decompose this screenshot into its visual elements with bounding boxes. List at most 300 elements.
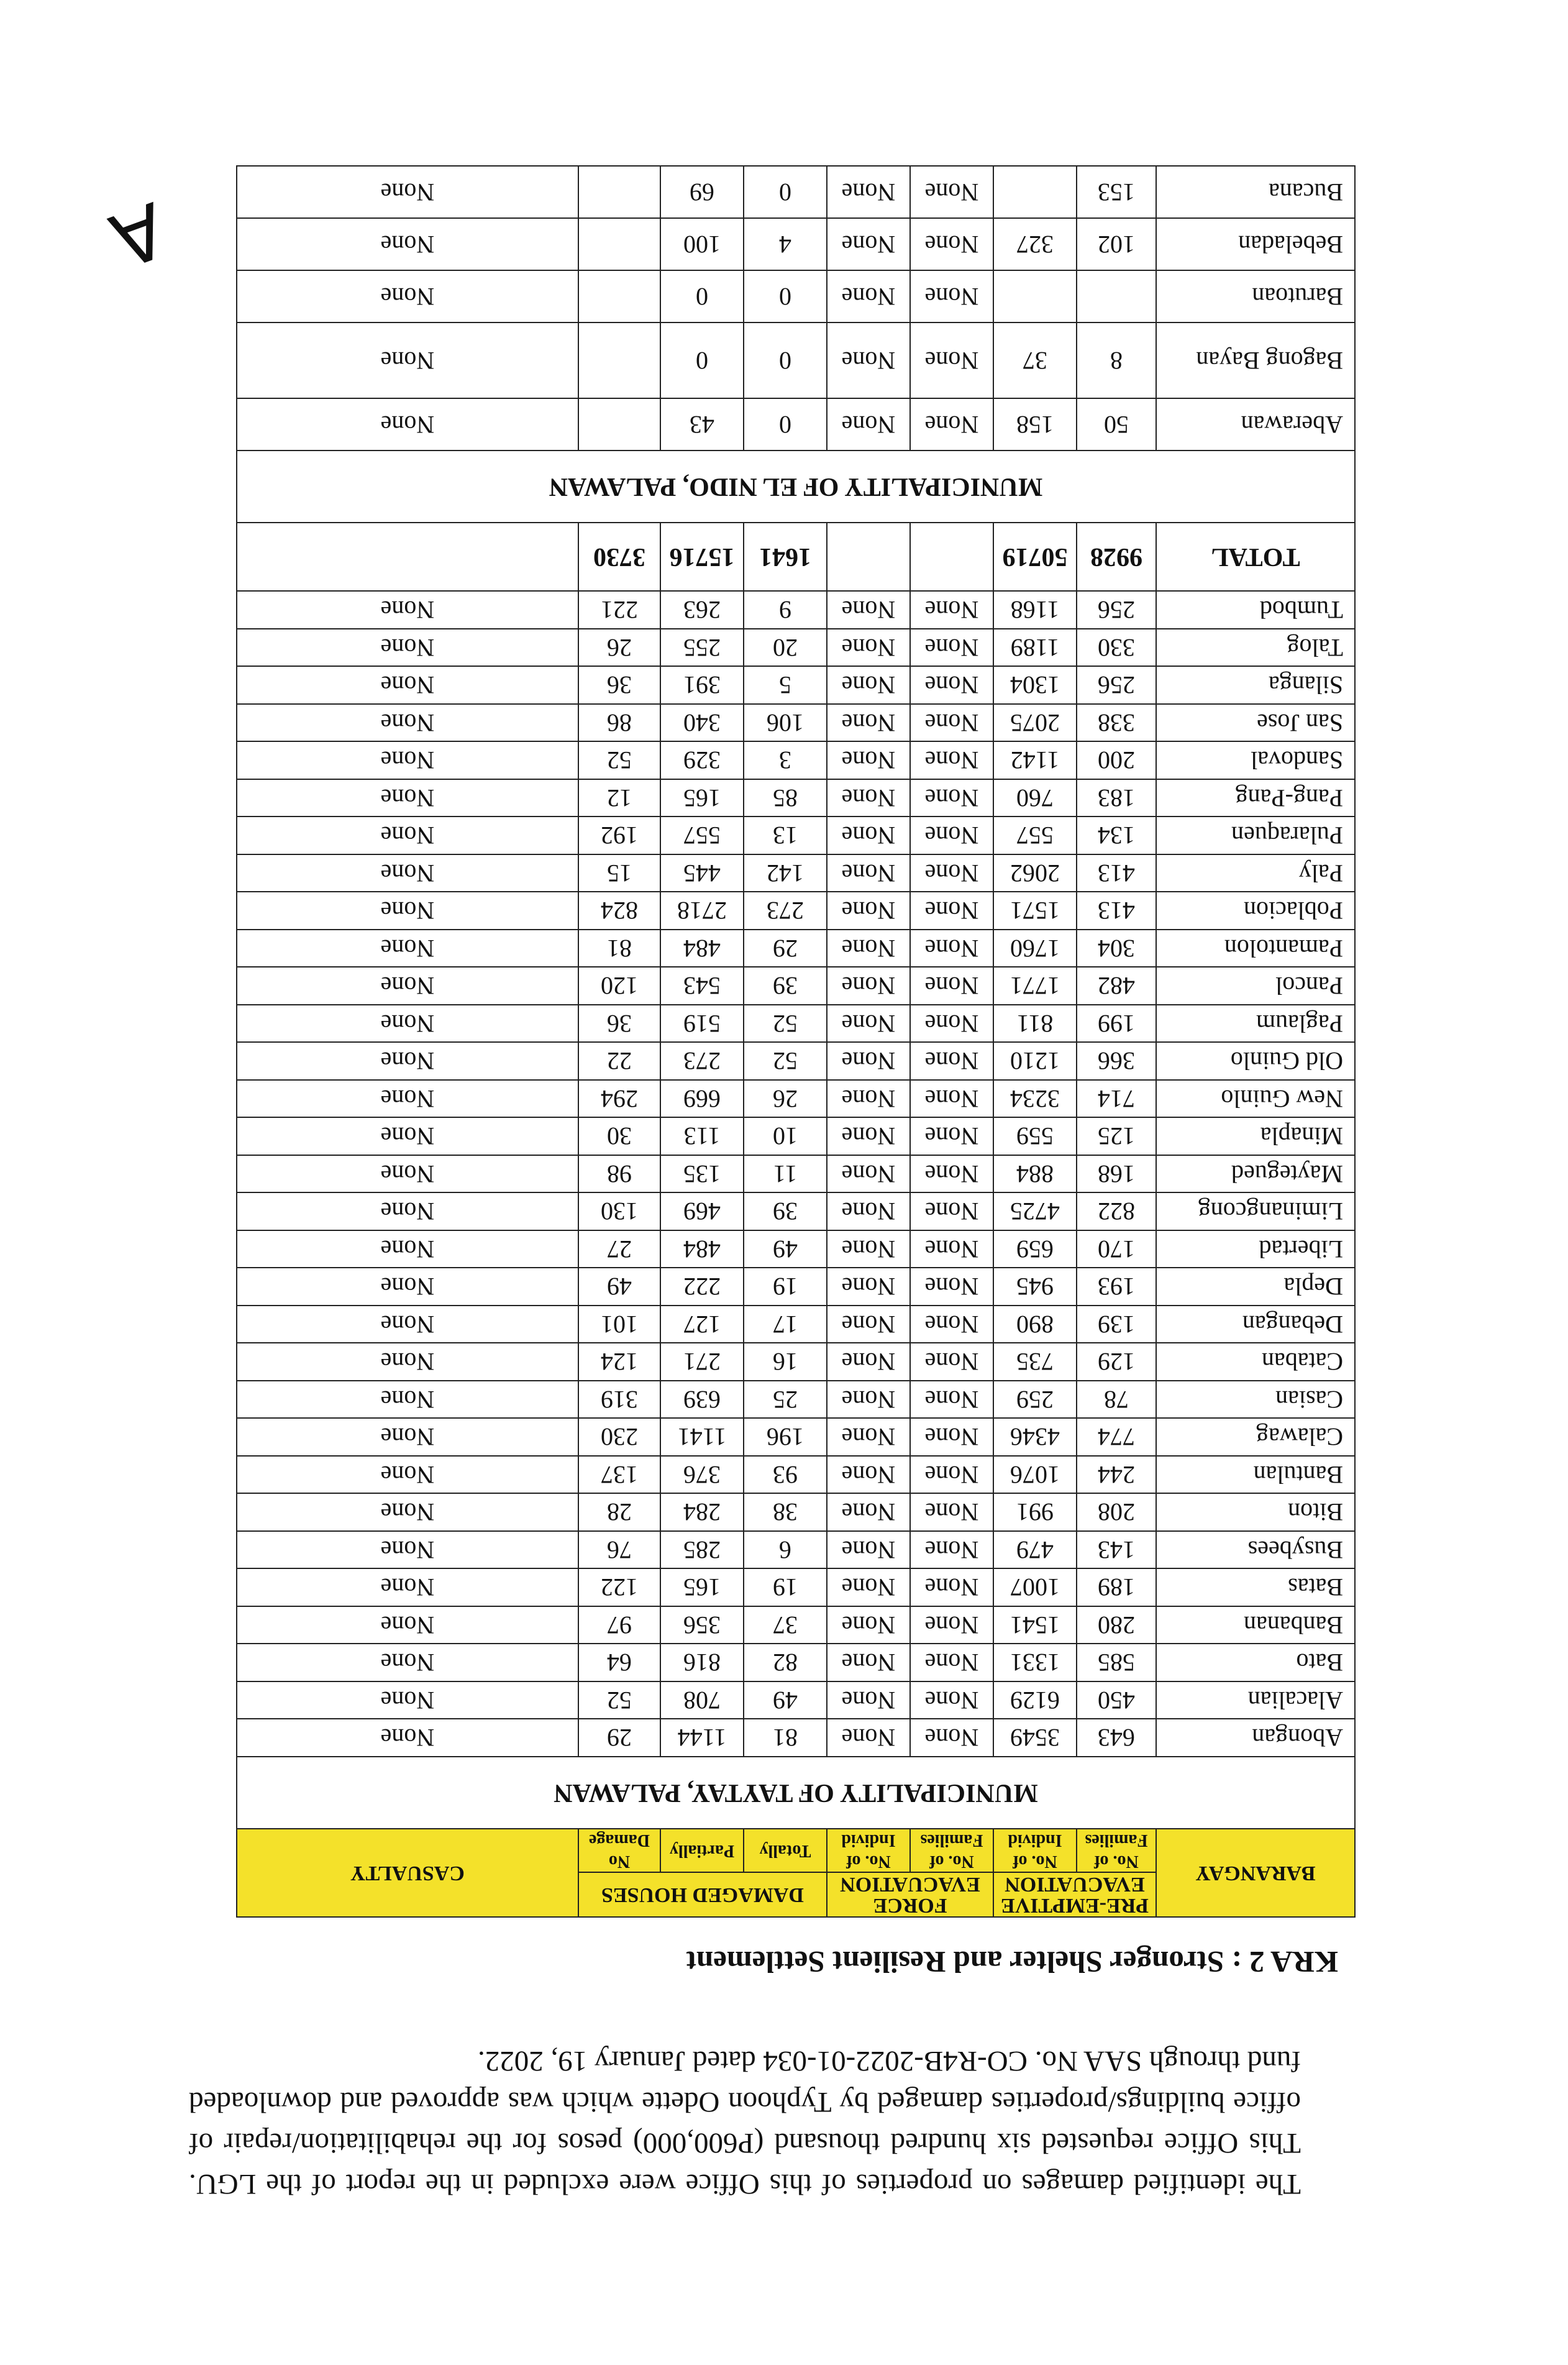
value-cell: None (237, 323, 578, 399)
value-cell: None (827, 323, 910, 399)
value-cell: None (237, 892, 578, 930)
table-row (237, 219, 1355, 271)
value-cell: None (827, 1606, 910, 1644)
header-casualty: CASUALTY (237, 1829, 578, 1917)
value-cell: None (910, 1118, 993, 1156)
value-cell: 945 (993, 1268, 1077, 1306)
value-cell (993, 167, 1077, 219)
value-cell: 1541 (993, 1606, 1077, 1644)
subheader: No. of Families (1077, 1829, 1156, 1872)
value-cell: 30 (578, 1118, 660, 1156)
value-cell: 1142 (993, 742, 1077, 780)
value-cell: None (910, 1606, 993, 1644)
barangay-cell: Busybees (1156, 1531, 1355, 1569)
value-cell: 9 (744, 592, 827, 629)
value-cell: 543 (660, 968, 744, 1005)
value-cell: 3 (744, 742, 827, 780)
value-cell: None (827, 399, 910, 451)
value-cell: None (237, 817, 578, 855)
header-force: FORCE EVACUATION (827, 1872, 993, 1917)
value-cell: None (827, 1681, 910, 1719)
value-cell: None (910, 1681, 993, 1719)
value-cell: 482 (1077, 968, 1156, 1005)
value-cell: 255 (660, 629, 744, 667)
value-cell: 714 (1077, 1080, 1156, 1118)
table-row (237, 968, 1355, 1005)
value-cell: 97 (578, 1606, 660, 1644)
value-cell: 120 (578, 968, 660, 1005)
value-cell: None (237, 629, 578, 667)
value-cell: 659 (993, 1230, 1077, 1268)
value-cell: 760 (993, 779, 1077, 817)
barangay-cell: Minapla (1156, 1118, 1355, 1156)
barangay-cell: Bucana (1156, 167, 1355, 219)
value-cell: 708 (660, 1681, 744, 1719)
value-cell: 263 (660, 592, 744, 629)
value-cell: 26 (578, 629, 660, 667)
barangay-cell: Pancol (1156, 968, 1355, 1005)
value-cell: None (237, 779, 578, 817)
table-row (237, 167, 1355, 219)
barangay-cell: Talog (1156, 629, 1355, 667)
table-row (237, 1681, 1355, 1719)
total-row (237, 523, 1355, 592)
value-cell: None (910, 779, 993, 817)
value-cell: None (237, 1343, 578, 1381)
table-row (237, 1494, 1355, 1532)
value-cell: 1007 (993, 1569, 1077, 1607)
value-cell: 991 (993, 1494, 1077, 1532)
value-cell: None (237, 1456, 578, 1494)
value-cell: None (237, 1193, 578, 1231)
value-cell: None (237, 1569, 578, 1607)
value-cell: 13 (744, 817, 827, 855)
table-row (237, 854, 1355, 892)
value-cell: 0 (744, 167, 827, 219)
value-cell: None (827, 1193, 910, 1231)
value-cell: None (910, 1193, 993, 1231)
value-cell: 356 (660, 1606, 744, 1644)
subheader: Totally (744, 1829, 827, 1872)
value-cell: None (237, 704, 578, 742)
value-cell: 284 (660, 1494, 744, 1532)
value-cell (578, 271, 660, 323)
value-cell: 822 (1077, 1193, 1156, 1231)
barangay-cell: Banbanan (1156, 1606, 1355, 1644)
value-cell: 29 (578, 1719, 660, 1757)
value-cell: 142 (744, 854, 827, 892)
value-cell: None (827, 1043, 910, 1081)
value-cell: 0 (660, 323, 744, 399)
value-cell: None (910, 1043, 993, 1081)
value-cell: 391 (660, 667, 744, 705)
table-row (237, 271, 1355, 323)
value-cell: 1144 (660, 1719, 744, 1757)
total-cell (237, 523, 578, 592)
value-cell: 15 (578, 854, 660, 892)
value-cell: 17 (744, 1306, 827, 1343)
value-cell: 143 (1077, 1531, 1156, 1569)
value-cell: 259 (993, 1381, 1077, 1419)
value-cell: None (910, 667, 993, 705)
table-row (237, 1268, 1355, 1306)
value-cell: 890 (993, 1306, 1077, 1343)
value-cell: None (827, 592, 910, 629)
subheader: No Damage (578, 1829, 660, 1872)
barangay-cell: Calawag (1156, 1419, 1355, 1457)
value-cell: 36 (578, 1005, 660, 1043)
barangay-cell: Paglaum (1156, 1005, 1355, 1043)
value-cell (578, 399, 660, 451)
value-cell: 52 (744, 1043, 827, 1081)
value-cell: None (910, 1155, 993, 1193)
municipality-title: MUNICIPALITY OF TAYTAY, PALAWAN (237, 1757, 1355, 1829)
value-cell: 0 (660, 271, 744, 323)
value-cell: 52 (744, 1005, 827, 1043)
value-cell: 273 (744, 892, 827, 930)
value-cell: None (827, 817, 910, 855)
value-cell: None (910, 1080, 993, 1118)
value-cell: 39 (744, 1193, 827, 1231)
value-cell: 1076 (993, 1456, 1077, 1494)
total-cell (827, 523, 910, 592)
value-cell: 38 (744, 1494, 827, 1532)
value-cell: None (910, 742, 993, 780)
value-cell: None (237, 1155, 578, 1193)
value-cell: 304 (1077, 930, 1156, 968)
value-cell: 76 (578, 1531, 660, 1569)
value-cell: 20 (744, 629, 827, 667)
value-cell: 130 (578, 1193, 660, 1231)
value-cell: 78 (1077, 1381, 1156, 1419)
value-cell: None (910, 1268, 993, 1306)
value-cell: 1331 (993, 1644, 1077, 1682)
value-cell: 340 (660, 704, 744, 742)
table-row (237, 1381, 1355, 1419)
value-cell: 134 (1077, 817, 1156, 855)
value-cell: 192 (578, 817, 660, 855)
value-cell: 330 (1077, 629, 1156, 667)
value-cell: None (237, 1719, 578, 1757)
value-cell: 824 (578, 892, 660, 930)
table-row (237, 1043, 1355, 1081)
barangay-cell: Liminangcong (1156, 1193, 1355, 1231)
value-cell: 445 (660, 854, 744, 892)
value-cell: 469 (660, 1193, 744, 1231)
table-row (237, 1155, 1355, 1193)
header-pre-emptive: PRE-EMPTIVE EVACUATION (993, 1872, 1156, 1917)
value-cell: 319 (578, 1381, 660, 1419)
value-cell: None (827, 1155, 910, 1193)
value-cell: 52 (578, 1681, 660, 1719)
value-cell: 735 (993, 1343, 1077, 1381)
value-cell: 193 (1077, 1268, 1156, 1306)
value-cell: 200 (1077, 742, 1156, 780)
value-cell: 19 (744, 1268, 827, 1306)
barangay-cell: Poblacion (1156, 892, 1355, 930)
value-cell: 4 (744, 219, 827, 271)
table-row (237, 1644, 1355, 1682)
value-cell: 199 (1077, 1005, 1156, 1043)
value-cell: 413 (1077, 892, 1156, 930)
value-cell: None (910, 1569, 993, 1607)
value-cell: None (827, 854, 910, 892)
value-cell (578, 219, 660, 271)
table-row (237, 1456, 1355, 1494)
value-cell: 101 (578, 1306, 660, 1343)
value-cell: 82 (744, 1644, 827, 1682)
subheader: No. of Individ (993, 1829, 1077, 1872)
table-row (237, 779, 1355, 817)
total-cell: 1641 (744, 523, 827, 592)
value-cell: None (910, 704, 993, 742)
value-cell: 43 (660, 399, 744, 451)
value-cell: 49 (744, 1681, 827, 1719)
table-row (237, 1230, 1355, 1268)
table-row (237, 1343, 1355, 1381)
value-cell: 16 (744, 1343, 827, 1381)
table-row (237, 704, 1355, 742)
value-cell: 196 (744, 1419, 827, 1457)
value-cell: 10 (744, 1118, 827, 1156)
value-cell: 49 (578, 1268, 660, 1306)
value-cell: 0 (744, 323, 827, 399)
value-cell: None (827, 1080, 910, 1118)
value-cell: None (237, 1230, 578, 1268)
barangay-cell: Cataban (1156, 1343, 1355, 1381)
value-cell: 106 (744, 704, 827, 742)
value-cell: None (827, 1343, 910, 1381)
municipality-section-row (237, 451, 1355, 523)
table-row (237, 1080, 1355, 1118)
value-cell: 8 (1077, 323, 1156, 399)
barangay-cell: Pang-Pang (1156, 779, 1355, 817)
value-cell: None (827, 1644, 910, 1682)
value-cell: None (910, 323, 993, 399)
value-cell: 280 (1077, 1606, 1156, 1644)
value-cell: None (827, 1230, 910, 1268)
value-cell: 244 (1077, 1456, 1156, 1494)
value-cell: None (237, 1681, 578, 1719)
value-cell: 37 (744, 1606, 827, 1644)
value-cell: None (237, 742, 578, 780)
total-cell: 3730 (578, 523, 660, 592)
value-cell: 6 (744, 1531, 827, 1569)
header-damaged-houses: DAMAGED HOUSES (578, 1872, 827, 1917)
table-row (237, 1569, 1355, 1607)
value-cell: 519 (660, 1005, 744, 1043)
barangay-cell: Batas (1156, 1569, 1355, 1607)
value-cell: None (827, 1719, 910, 1757)
value-cell: None (910, 930, 993, 968)
section-heading: KRA 2 : Stronger Shelter and Resilient Settlement (686, 1945, 1338, 1979)
value-cell: 19 (744, 1569, 827, 1607)
value-cell: None (237, 1606, 578, 1644)
barangay-cell: Libertad (1156, 1230, 1355, 1268)
table-row (237, 667, 1355, 705)
value-cell: 559 (993, 1118, 1077, 1156)
value-cell: 26 (744, 1080, 827, 1118)
value-cell: 338 (1077, 704, 1156, 742)
value-cell: None (910, 1456, 993, 1494)
municipality-section-row (237, 1757, 1355, 1829)
value-cell: 1189 (993, 629, 1077, 667)
total-cell: 15716 (660, 523, 744, 592)
value-cell: None (910, 1343, 993, 1381)
value-cell: 230 (578, 1419, 660, 1457)
value-cell: None (827, 271, 910, 323)
value-cell: 1571 (993, 892, 1077, 930)
value-cell: None (827, 1531, 910, 1569)
table-row (237, 1606, 1355, 1644)
value-cell: 37 (993, 323, 1077, 399)
value-cell: 49 (744, 1230, 827, 1268)
municipality-title: MUNICIPALITY OF EL NIDO, PALAWAN (237, 451, 1355, 523)
value-cell: 450 (1077, 1681, 1156, 1719)
value-cell: 93 (744, 1456, 827, 1494)
value-cell: 86 (578, 704, 660, 742)
value-cell: None (237, 1005, 578, 1043)
barangay-cell: Old Guinlo (1156, 1043, 1355, 1081)
value-cell (578, 167, 660, 219)
table-row (237, 1531, 1355, 1569)
value-cell: 113 (660, 1118, 744, 1156)
barangay-cell: Paly (1156, 854, 1355, 892)
barangay-cell: Silanga (1156, 667, 1355, 705)
value-cell: 484 (660, 930, 744, 968)
value-cell: 189 (1077, 1569, 1156, 1607)
barangay-cell: Pularaquen (1156, 817, 1355, 855)
value-cell: 2075 (993, 704, 1077, 742)
value-cell: 1304 (993, 667, 1077, 705)
value-cell: None (237, 1043, 578, 1081)
subheader: No. of Individ (827, 1829, 910, 1872)
value-cell: 98 (578, 1155, 660, 1193)
total-cell: 50719 (993, 523, 1077, 592)
value-cell: 376 (660, 1456, 744, 1494)
value-cell: 2718 (660, 892, 744, 930)
value-cell: 816 (660, 1644, 744, 1682)
value-cell (578, 323, 660, 399)
barangay-cell: Debangan (1156, 1306, 1355, 1343)
barangay-cell: Bato (1156, 1644, 1355, 1682)
value-cell: None (910, 1230, 993, 1268)
value-cell: 81 (744, 1719, 827, 1757)
value-cell: None (910, 1306, 993, 1343)
barangay-cell: Aberawan (1156, 399, 1355, 451)
value-cell: 0 (744, 399, 827, 451)
value-cell: None (827, 1569, 910, 1607)
barangay-cell: Pamantolon (1156, 930, 1355, 968)
value-cell: None (827, 1419, 910, 1457)
subheader: No. of Families (910, 1829, 993, 1872)
value-cell: 329 (660, 742, 744, 780)
barangay-cell: San Jose (1156, 704, 1355, 742)
value-cell: 669 (660, 1080, 744, 1118)
value-cell: None (827, 779, 910, 817)
value-cell: 1771 (993, 968, 1077, 1005)
header-barangay: BARANGAY (1156, 1829, 1355, 1917)
value-cell: None (237, 219, 578, 271)
value-cell: 100 (660, 219, 744, 271)
value-cell: 1760 (993, 930, 1077, 968)
value-cell: 884 (993, 1155, 1077, 1193)
table-row (237, 817, 1355, 855)
value-cell: None (910, 1644, 993, 1682)
value-cell: 221 (578, 592, 660, 629)
value-cell: None (827, 667, 910, 705)
value-cell: None (910, 399, 993, 451)
value-cell (993, 271, 1077, 323)
value-cell: 256 (1077, 667, 1156, 705)
table-row (237, 1419, 1355, 1457)
value-cell: None (237, 592, 578, 629)
value-cell: 0 (744, 271, 827, 323)
value-cell: 366 (1077, 1043, 1156, 1081)
value-cell: 294 (578, 1080, 660, 1118)
table-row (237, 1118, 1355, 1156)
value-cell: 3234 (993, 1080, 1077, 1118)
value-cell: 3549 (993, 1719, 1077, 1757)
barangay-cell: New Guinlo (1156, 1080, 1355, 1118)
value-cell: 256 (1077, 592, 1156, 629)
value-cell: None (910, 219, 993, 271)
table-row (237, 930, 1355, 968)
value-cell: 170 (1077, 1230, 1156, 1268)
subheader: Partially (660, 1829, 744, 1872)
value-cell: 208 (1077, 1494, 1156, 1532)
table-row (237, 1719, 1355, 1757)
value-cell: 557 (660, 817, 744, 855)
value-cell: 28 (578, 1494, 660, 1532)
intro-paragraph: The identified damages on properties of this Office were excluded in the report of the LGU. This Office requested six hundred thousand (P600,000) pesos for the rehabilitation/repair of office buildings/properties damaged by Typhoon Odette which was approved and downloaded fund through SAA No. CO-R4B-2022-01-034 dated January 19, 2022. (189, 2045, 1301, 2200)
value-cell: 122 (578, 1569, 660, 1607)
value-cell: None (827, 1456, 910, 1494)
value-cell: 585 (1077, 1644, 1156, 1682)
value-cell: 135 (660, 1155, 744, 1193)
value-cell: None (910, 892, 993, 930)
value-cell: None (827, 219, 910, 271)
value-cell: 64 (578, 1644, 660, 1682)
value-cell: None (827, 704, 910, 742)
barangay-cell: Bagong Bayan (1156, 323, 1355, 399)
value-cell: 22 (578, 1043, 660, 1081)
handwritten-mark: A (99, 185, 178, 283)
value-cell: 165 (660, 779, 744, 817)
value-cell: 557 (993, 817, 1077, 855)
value-cell: 127 (660, 1306, 744, 1343)
value-cell: None (827, 1381, 910, 1419)
value-cell: 39 (744, 968, 827, 1005)
value-cell: None (827, 1268, 910, 1306)
value-cell: 273 (660, 1043, 744, 1081)
table-row (237, 399, 1355, 451)
value-cell: 50 (1077, 399, 1156, 451)
value-cell: None (237, 667, 578, 705)
value-cell: 124 (578, 1343, 660, 1381)
total-cell (910, 523, 993, 592)
value-cell: None (910, 854, 993, 892)
value-cell: 153 (1077, 167, 1156, 219)
value-cell: 484 (660, 1230, 744, 1268)
barangay-cell: Alacalian (1156, 1681, 1355, 1719)
value-cell: 129 (1077, 1343, 1156, 1381)
value-cell: None (910, 1719, 993, 1757)
barangay-cell: Maytegued (1156, 1155, 1355, 1193)
total-cell: 9928 (1077, 523, 1156, 592)
barangay-cell: Bebeladan (1156, 219, 1355, 271)
value-cell: None (910, 1419, 993, 1457)
